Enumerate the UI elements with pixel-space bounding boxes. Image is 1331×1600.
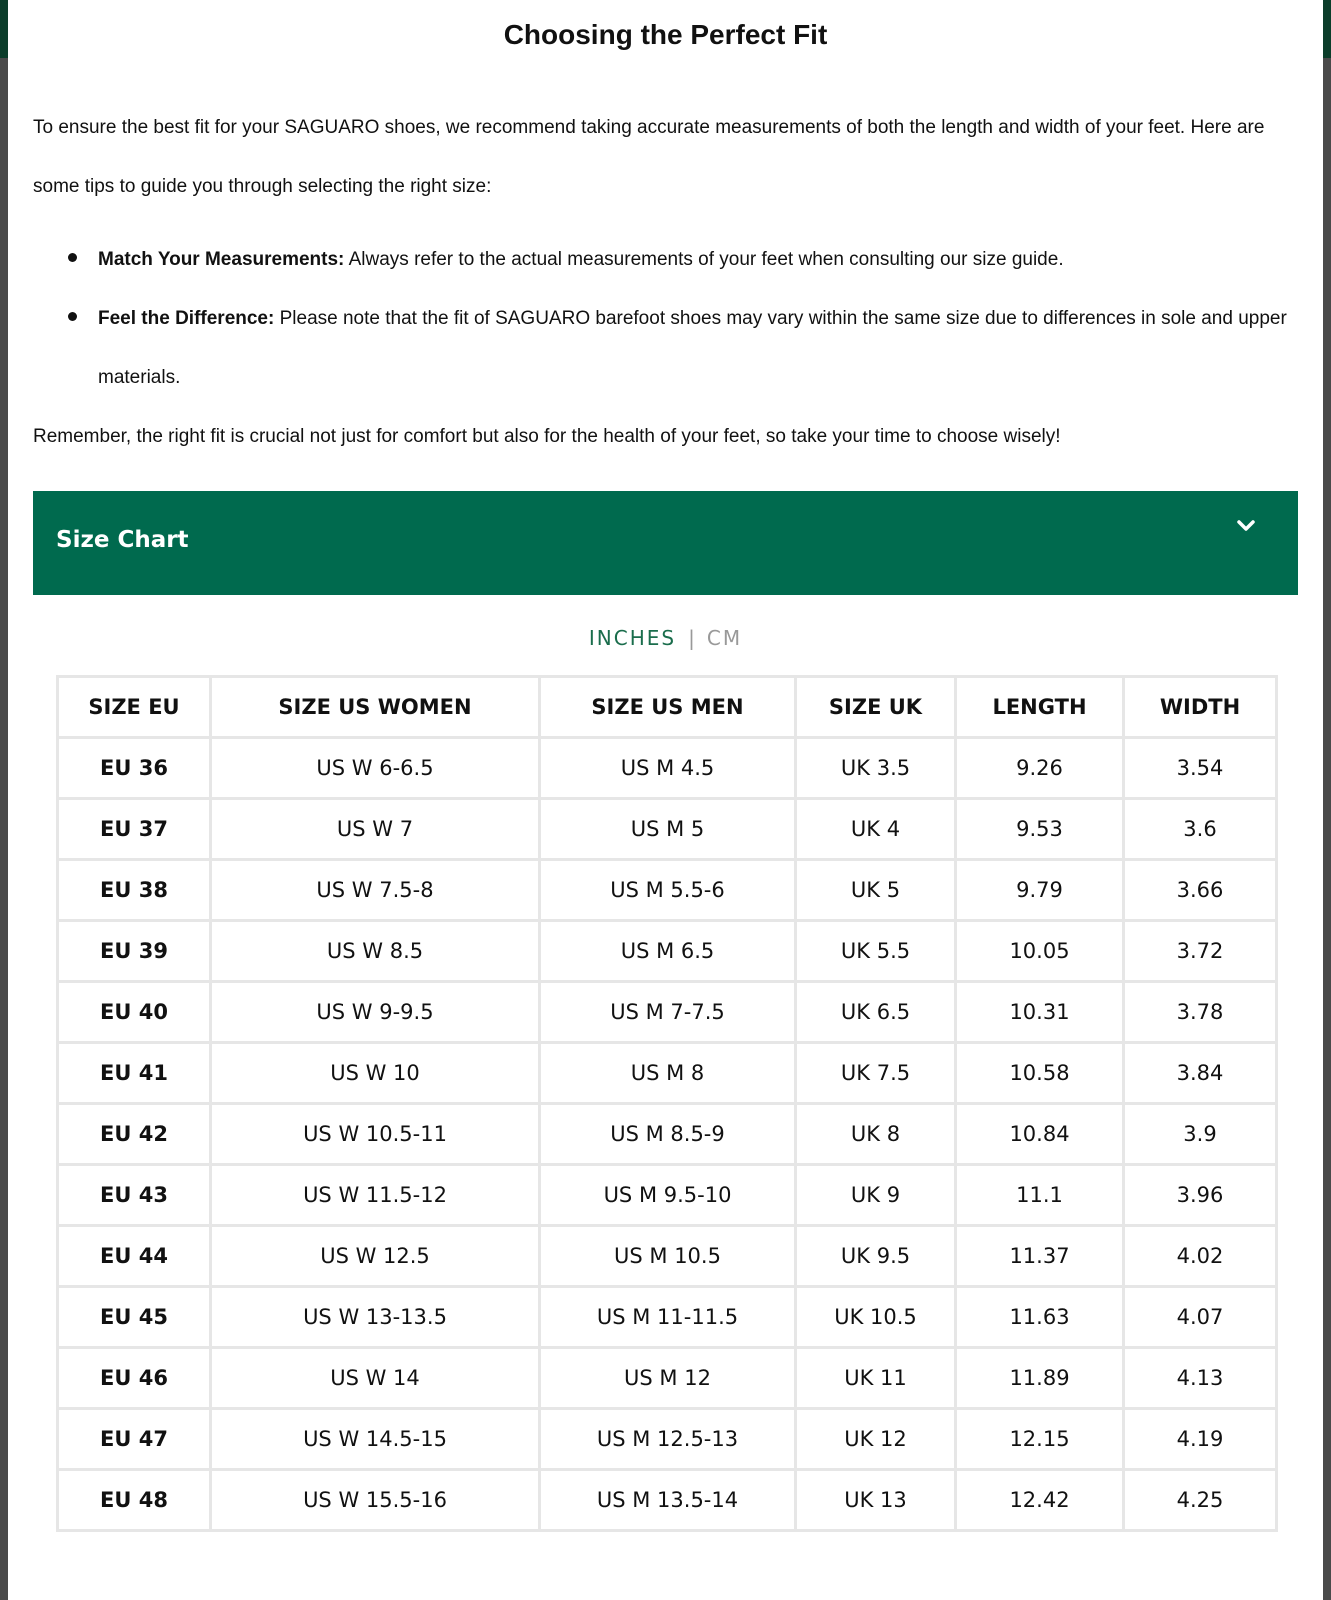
table-cell: US M 9.5-10: [540, 1165, 796, 1226]
table-cell: 4.19: [1124, 1409, 1277, 1470]
chevron-down-icon[interactable]: [1236, 519, 1256, 533]
column-header: LENGTH: [956, 677, 1124, 738]
table-cell: EU 42: [58, 1104, 211, 1165]
table-cell: 3.66: [1124, 860, 1277, 921]
table-cell: 3.84: [1124, 1043, 1277, 1104]
table-row: [58, 1287, 1277, 1348]
tip-text: Always refer to the actual measurements of your feet when consulting our size guide.: [344, 249, 1064, 270]
table-cell: US M 7-7.5: [540, 982, 796, 1043]
table-cell: 3.72: [1124, 921, 1277, 982]
table-cell: EU 43: [58, 1165, 211, 1226]
table-cell: US M 5: [540, 799, 796, 860]
size-chart-table: [56, 675, 1278, 1532]
table-cell: EU 46: [58, 1348, 211, 1409]
table-row: [58, 1104, 1277, 1165]
table-row: [58, 738, 1277, 799]
tips-list: [8, 230, 1298, 407]
table-cell: UK 9: [796, 1165, 956, 1226]
tip-heading: Match Your Measurements:: [98, 249, 345, 270]
table-cell: 3.6: [1124, 799, 1277, 860]
accordion-label: Size Chart: [56, 527, 189, 553]
table-row: [58, 1409, 1277, 1470]
table-cell: EU 41: [58, 1043, 211, 1104]
table-cell: US M 11-11.5: [540, 1287, 796, 1348]
column-header: SIZE US MEN: [540, 677, 796, 738]
table-cell: 3.96: [1124, 1165, 1277, 1226]
table-cell: UK 11: [796, 1348, 956, 1409]
backdrop-edge-left: [0, 0, 8, 58]
list-item: [98, 230, 1298, 289]
table-row: [58, 1348, 1277, 1409]
table-cell: US W 10: [211, 1043, 540, 1104]
table-cell: US W 9-9.5: [211, 982, 540, 1043]
table-cell: 10.58: [956, 1043, 1124, 1104]
table-cell: UK 10.5: [796, 1287, 956, 1348]
table-cell: US W 12.5: [211, 1226, 540, 1287]
table-cell: 3.78: [1124, 982, 1277, 1043]
bullet-icon: [68, 312, 77, 321]
table-cell: 4.25: [1124, 1470, 1277, 1531]
bullet-icon: [68, 253, 77, 262]
table-cell: 11.63: [956, 1287, 1124, 1348]
table-cell: US W 7: [211, 799, 540, 860]
table-cell: 10.05: [956, 921, 1124, 982]
table-row: [58, 1226, 1277, 1287]
table-cell: 11.37: [956, 1226, 1124, 1287]
table-cell: US W 14.5-15: [211, 1409, 540, 1470]
table-cell: US W 11.5-12: [211, 1165, 540, 1226]
table-cell: US W 13-13.5: [211, 1287, 540, 1348]
table-cell: UK 13: [796, 1470, 956, 1531]
table-cell: US M 6.5: [540, 921, 796, 982]
table-cell: US M 5.5-6: [540, 860, 796, 921]
outro-paragraph: Remember, the right fit is crucial not just for comfort but also for the health of your feet, so take your time to choose wisely!: [33, 426, 1061, 447]
table-cell: US M 4.5: [540, 738, 796, 799]
table-cell: EU 48: [58, 1470, 211, 1531]
table-cell: 3.54: [1124, 738, 1277, 799]
intro-paragraph: To ensure the best fit for your SAGUARO shoes, we recommend taking accurate measurements of both the length and width of your feet. Here are some tips to guide you through selecting the right size:: [33, 117, 1265, 197]
unit-cm-tab[interactable]: CM: [706, 626, 743, 650]
table-cell: 12.42: [956, 1470, 1124, 1531]
table-cell: 10.84: [956, 1104, 1124, 1165]
table-header-row: [58, 677, 1277, 738]
table-cell: US M 8.5-9: [540, 1104, 796, 1165]
table-row: [58, 1165, 1277, 1226]
table-row: [58, 860, 1277, 921]
table-cell: US M 13.5-14: [540, 1470, 796, 1531]
table-cell: US M 12: [540, 1348, 796, 1409]
unit-separator: |: [688, 626, 695, 650]
table-cell: UK 4: [796, 799, 956, 860]
table-row: [58, 1470, 1277, 1531]
table-cell: 9.53: [956, 799, 1124, 860]
table-cell: UK 3.5: [796, 738, 956, 799]
column-header: SIZE EU: [58, 677, 211, 738]
table-cell: US W 10.5-11: [211, 1104, 540, 1165]
table-cell: EU 47: [58, 1409, 211, 1470]
size-guide-modal: [8, 0, 1323, 1600]
table-cell: 9.79: [956, 860, 1124, 921]
table-cell: UK 6.5: [796, 982, 956, 1043]
table-cell: US W 14: [211, 1348, 540, 1409]
unit-toggle: [8, 626, 1323, 650]
column-header: SIZE US WOMEN: [211, 677, 540, 738]
tip-heading: Feel the Difference:: [98, 308, 275, 329]
table-cell: UK 8: [796, 1104, 956, 1165]
table-cell: US M 8: [540, 1043, 796, 1104]
table-cell: 4.07: [1124, 1287, 1277, 1348]
table-cell: US W 8.5: [211, 921, 540, 982]
table-cell: 9.26: [956, 738, 1124, 799]
table-cell: US W 6-6.5: [211, 738, 540, 799]
column-header: WIDTH: [1124, 677, 1277, 738]
list-item: [98, 289, 1298, 407]
table-cell: 3.9: [1124, 1104, 1277, 1165]
table-row: [58, 921, 1277, 982]
table-cell: UK 7.5: [796, 1043, 956, 1104]
table-cell: 4.02: [1124, 1226, 1277, 1287]
table-cell: 4.13: [1124, 1348, 1277, 1409]
table-cell: UK 5: [796, 860, 956, 921]
backdrop-edge-right: [1323, 0, 1331, 58]
table-cell: 11.89: [956, 1348, 1124, 1409]
table-cell: UK 12: [796, 1409, 956, 1470]
tip-text: Please note that the fit of SAGUARO barefoot shoes may vary within the same size due to differences in sole and upper materials.: [98, 308, 1287, 388]
column-header: SIZE UK: [796, 677, 956, 738]
table-cell: UK 9.5: [796, 1226, 956, 1287]
table-row: [58, 799, 1277, 860]
table-cell: US M 10.5: [540, 1226, 796, 1287]
table-cell: EU 40: [58, 982, 211, 1043]
table-cell: EU 44: [58, 1226, 211, 1287]
page-title: Choosing the Perfect Fit: [503, 19, 828, 50]
table-cell: US W 15.5-16: [211, 1470, 540, 1531]
table-cell: EU 38: [58, 860, 211, 921]
table-cell: 12.15: [956, 1409, 1124, 1470]
table-cell: EU 39: [58, 921, 211, 982]
table-cell: US W 7.5-8: [211, 860, 540, 921]
table-cell: 10.31: [956, 982, 1124, 1043]
table-cell: EU 36: [58, 738, 211, 799]
unit-inches-tab[interactable]: INCHES: [588, 626, 677, 650]
table-cell: UK 5.5: [796, 921, 956, 982]
table-cell: EU 45: [58, 1287, 211, 1348]
table-row: [58, 1043, 1277, 1104]
table-cell: EU 37: [58, 799, 211, 860]
table-row: [58, 982, 1277, 1043]
table-cell: 11.1: [956, 1165, 1124, 1226]
table-cell: US M 12.5-13: [540, 1409, 796, 1470]
size-chart-accordion[interactable]: [33, 491, 1298, 595]
